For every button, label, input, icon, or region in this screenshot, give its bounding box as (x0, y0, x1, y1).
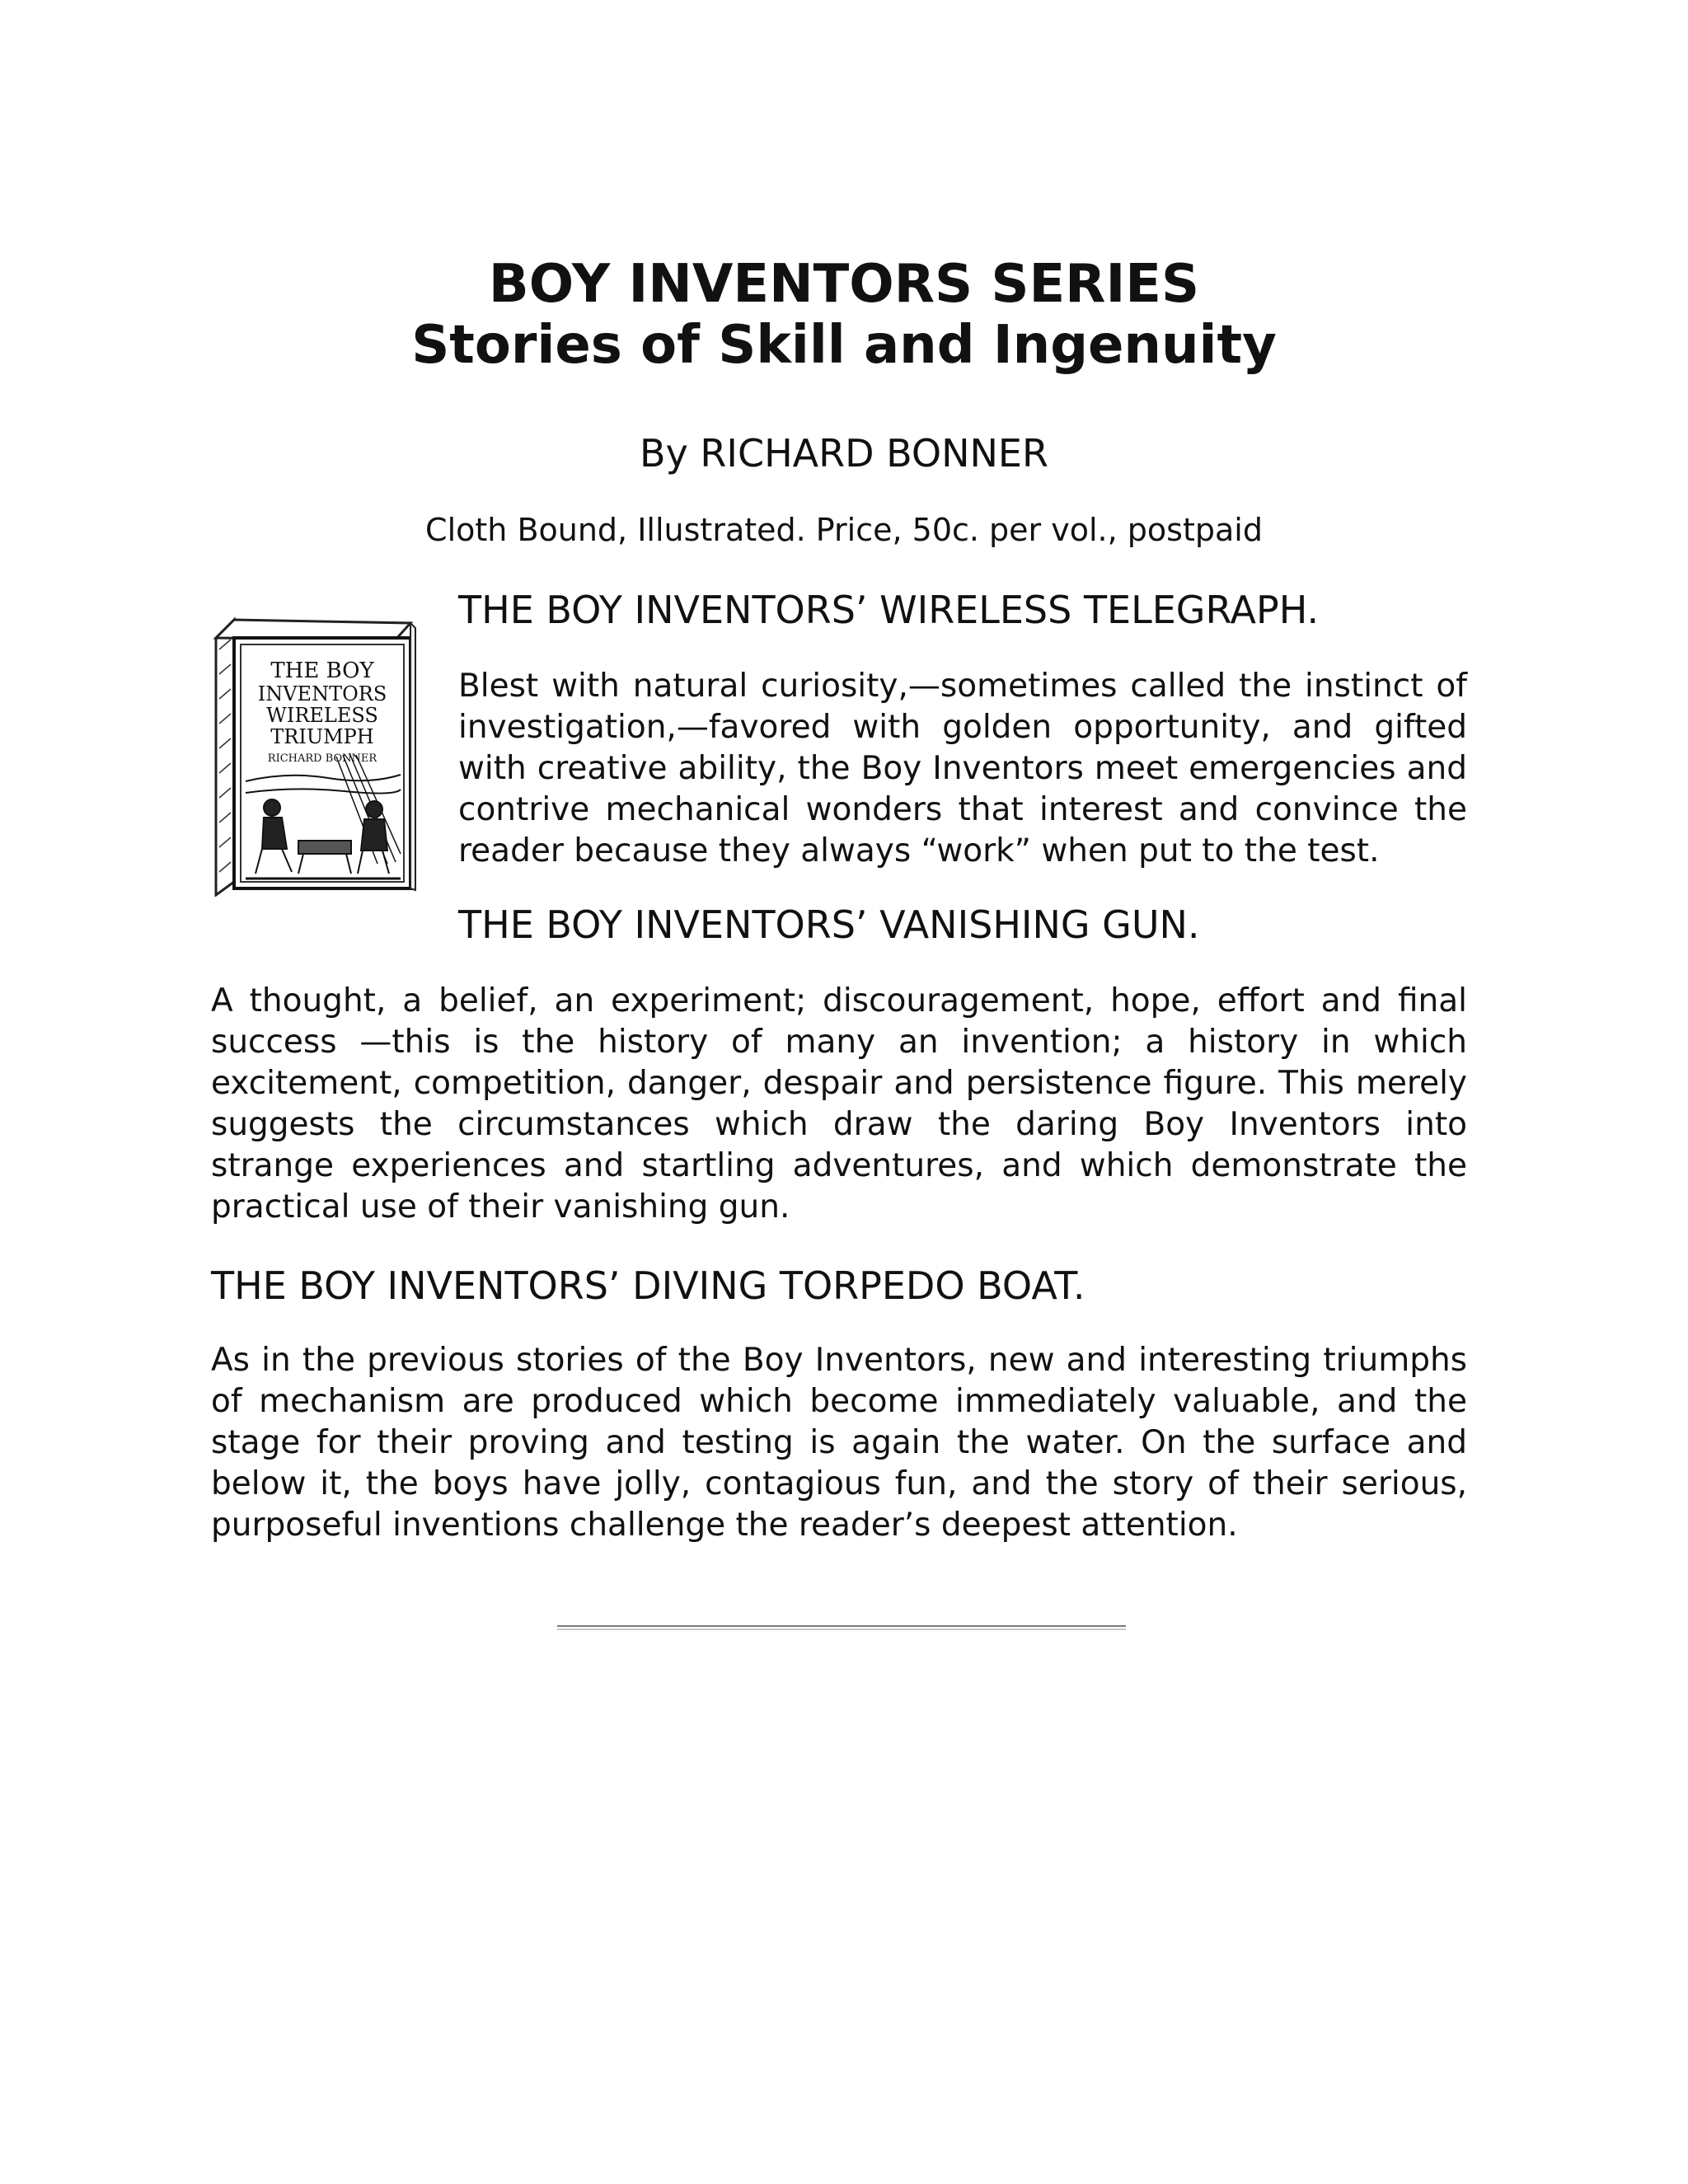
cover-line-4: TRIUMPH (270, 725, 374, 748)
price-line: Cloth Bound, Illustrated. Price, 50c. per vol., postpaid (425, 512, 1263, 548)
author-byline: By RICHARD BONNER (640, 431, 1048, 476)
book-description-wireless-telegraph: Blest with natural curiosity,—sometimes called the instinct of investigation,—favored with golden opportunity, and gifted with creative ability, the Boy Inventors meet emergencies and contrive mechanical wonders that interest and convince the reader because they always “work” when put to the test. (458, 668, 1467, 869)
book-description-vanishing-gun: A thought, a belief, an experiment; discouragement, hope, effort and final success —this is the history of many an invention; a history in which excitement, competition, danger, despair and persistence figure. This merely suggests the circumstances which draw the daring Boy Inventors into strange experiences and startling adventures, and which demonstrate the practical use of their vanishing gun. (211, 982, 1467, 1226)
cover-author: RICHARD BONNER (267, 752, 377, 765)
book-title-diving-torpedo-boat: THE BOY INVENTORS’ DIVING TORPEDO BOAT. (211, 1263, 1085, 1308)
book-title-wireless-telegraph: THE BOY INVENTORS’ WIRELESS TELEGRAPH. (458, 588, 1320, 632)
book-title-vanishing-gun: THE BOY INVENTORS’ VANISHING GUN. (458, 902, 1200, 947)
cover-line-1: THE BOY (270, 658, 374, 683)
horizontal-rule (557, 1625, 1126, 1630)
series-title: BOY INVENTORS SERIES (488, 254, 1200, 315)
series-subtitle: Stories of Skill and Ingenuity (411, 315, 1277, 376)
cover-line-2: INVENTORS (257, 682, 387, 705)
cover-line-3: WIRELESS (266, 704, 378, 727)
book-cover-illustration (213, 616, 417, 897)
book-description-diving-torpedo-boat: As in the previous stories of the Boy Inventors, new and interesting triumphs of mechanism are produced which become immediately valuable, and the stage for their proving and testing is again the water. On the surface and below it, the boys have jolly, contagious fun, and the story of their serious, purposeful inventions challenge the reader’s deepest attention. (211, 1342, 1467, 1544)
